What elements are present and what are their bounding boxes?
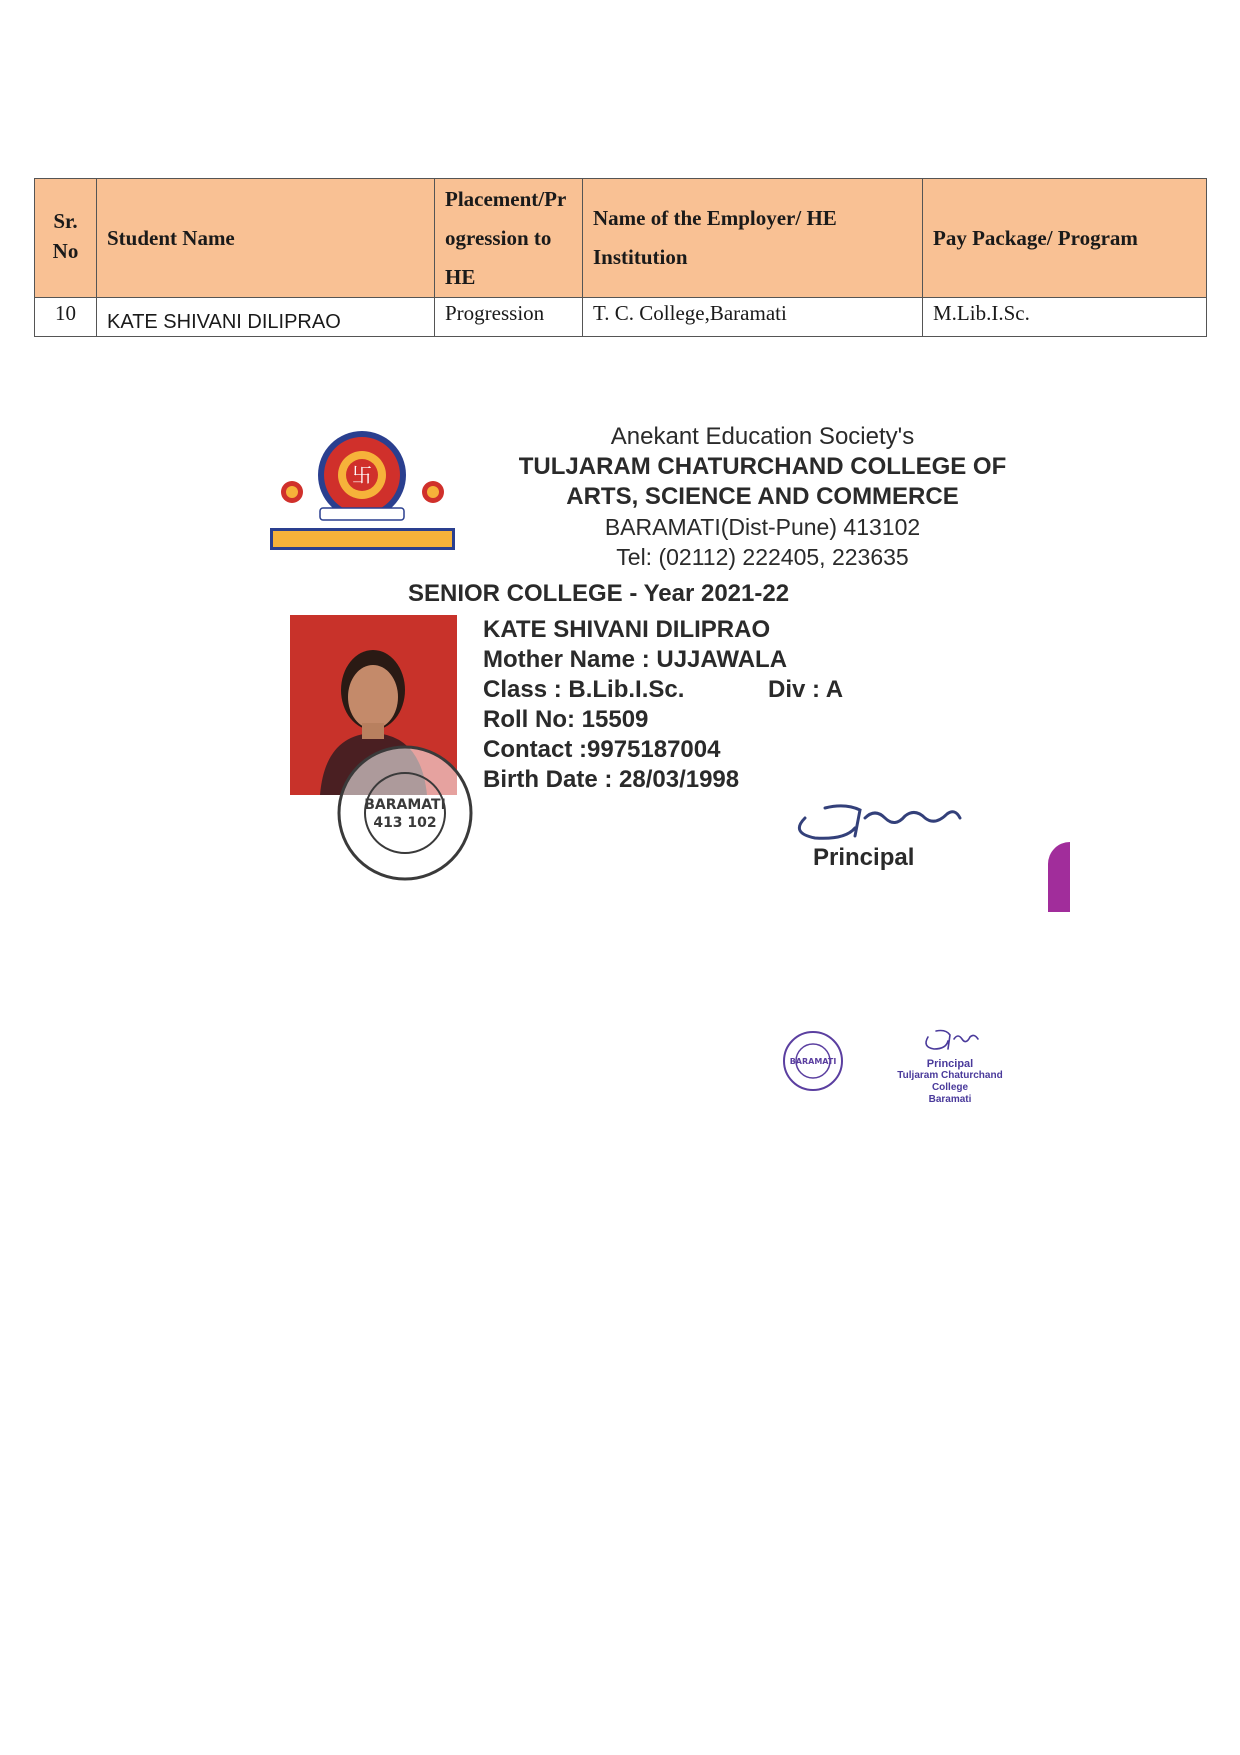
card-corner-accent <box>1048 842 1070 912</box>
student-details <box>483 615 844 795</box>
class-value: Class : B.Lib.I.Sc. <box>483 676 685 703</box>
cell-student-name: KATE SHIVANI DILIPRAO <box>97 298 435 337</box>
footer-principal-title: Principal <box>926 1058 974 1070</box>
contact-number: Contact :9975187004 <box>483 736 721 763</box>
student-id-card <box>270 410 1070 910</box>
birth-date: Birth Date : 28/03/1998 <box>483 766 740 793</box>
senior-college-year: SENIOR COLLEGE - Year 2021-22 <box>408 580 790 607</box>
header-placement: Placement/Progression to HE <box>435 179 583 298</box>
card-student-name: KATE SHIVANI DILIPRAO <box>483 616 771 643</box>
college-seal-icon <box>782 1030 844 1092</box>
college-telephone: Tel: (02112) 222405, 223635 <box>616 544 909 570</box>
cell-pay-package: M.Lib.I.Sc. <box>923 298 1207 337</box>
principal-label: Principal <box>813 844 915 871</box>
mother-name: Mother Name : UJJAWALA <box>483 646 788 673</box>
college-logo-icon <box>270 430 455 555</box>
cell-placement: Progression <box>435 298 583 337</box>
header-student-name: Student Name <box>97 179 435 298</box>
header-employer: Name of the Employer/ HE Institution <box>583 179 923 298</box>
header-sr-no: Sr. No <box>35 179 97 298</box>
footer-signature-block <box>880 1025 1020 1121</box>
principal-signature <box>785 788 965 848</box>
class-row <box>483 675 844 705</box>
table-header-row <box>35 179 1207 298</box>
svg-text:卐: 卐 <box>352 463 372 487</box>
svg-text:413 102: 413 102 <box>373 815 437 831</box>
footer-place: Baramati <box>928 1094 972 1105</box>
footer-signature-icon <box>920 1025 980 1053</box>
roll-number: Roll No: 15509 <box>483 706 649 733</box>
college-stamp-icon <box>335 743 475 883</box>
college-name-line1: TULJARAM CHATURCHAND COLLEGE OF <box>518 453 1007 480</box>
svg-text:BARAMATI: BARAMATI <box>789 1057 837 1066</box>
table-row <box>35 298 1207 337</box>
progression-table <box>34 178 1207 337</box>
society-name: Anekant Education Society's <box>610 423 915 450</box>
header-pay-package: Pay Package/ Program <box>923 179 1207 298</box>
college-name-line2: ARTS, SCIENCE AND COMMERCE <box>566 483 959 510</box>
card-header <box>455 410 1070 572</box>
division-value: Div : A <box>768 676 844 703</box>
cell-employer: T. C. College,Baramati <box>583 298 923 337</box>
cell-sr-no: 10 <box>35 298 97 337</box>
svg-text:BARAMATI: BARAMATI <box>364 797 446 813</box>
footer-college-name: Tuljaram Chaturchand College <box>897 1070 1003 1093</box>
college-address: BARAMATI(Dist-Pune) 413102 <box>604 514 921 540</box>
